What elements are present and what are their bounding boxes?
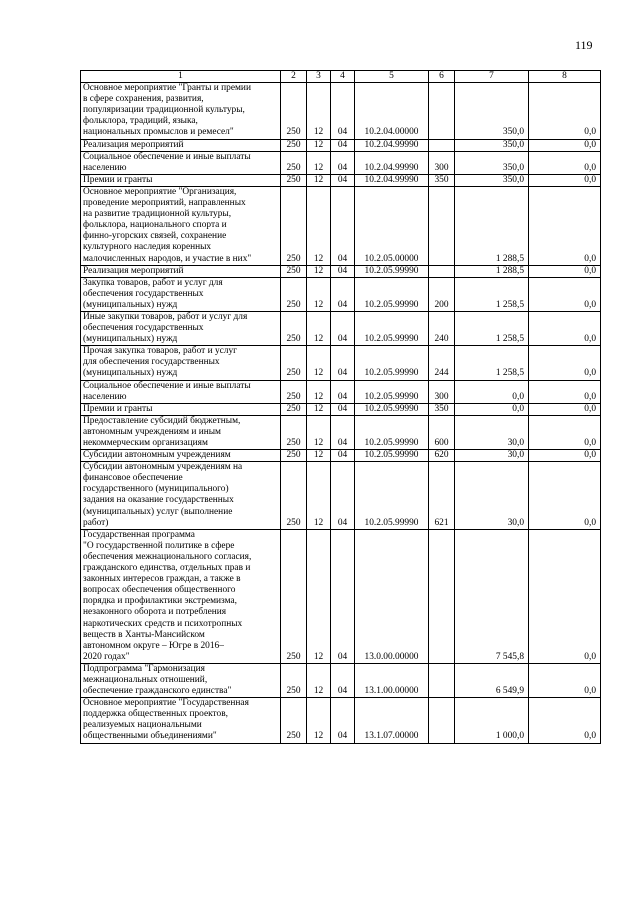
row-amount: 350,0 (455, 83, 529, 139)
row-amount: 350,0 (455, 151, 529, 174)
col-header-3: 3 (307, 71, 331, 83)
row-expense-type (429, 139, 455, 151)
row-code-2: 250 (281, 151, 307, 174)
row-code-2: 250 (281, 450, 307, 462)
row-amount: 0,0 (455, 380, 529, 403)
row-code-2: 250 (281, 139, 307, 151)
page-number: 119 (575, 38, 593, 52)
row-description: Основное мероприятие "Государственная поддержка общественных проектов, реализуемых национальными общественными объединениями" (81, 698, 281, 743)
row-code-4: 04 (331, 265, 355, 277)
row-code-3: 12 (307, 380, 331, 403)
table-row (81, 139, 601, 151)
table-row (81, 186, 601, 265)
row-expense-type: 350 (429, 174, 455, 186)
row-code-2: 250 (281, 415, 307, 449)
col-header-7: 7 (455, 71, 529, 83)
row-code-2: 250 (281, 186, 307, 265)
row-code-3: 12 (307, 529, 331, 663)
row-code-2: 250 (281, 529, 307, 663)
row-description: Закупка товаров, работ и услуг для обеспечения государственных (муниципальных) нужд (81, 277, 281, 311)
row-code-3: 12 (307, 186, 331, 265)
row-amount: 1 258,5 (455, 311, 529, 345)
row-code-4: 04 (331, 529, 355, 663)
row-code-4: 04 (331, 403, 355, 415)
row-code-4: 04 (331, 663, 355, 697)
row-description: Основное мероприятие "Организация, проведение мероприятий, направленных на развитие традиционной культуры, фольклора, национального спорта и финно-угорских связей, сохранение культурного наследия коренных малочисленных народов, и участие в них" (81, 186, 281, 265)
row-code-2: 250 (281, 346, 307, 380)
table-row (81, 529, 601, 663)
row-amount-2: 0,0 (529, 277, 601, 311)
row-code-4: 04 (331, 450, 355, 462)
row-code-4: 04 (331, 346, 355, 380)
row-description: Прочая закупка товаров, работ и услуг для обеспечения государственных (муниципальных) нужд (81, 346, 281, 380)
row-amount-2: 0,0 (529, 450, 601, 462)
row-target-code: 10.2.04.99990 (355, 174, 429, 186)
row-expense-type: 240 (429, 311, 455, 345)
col-header-5: 5 (355, 71, 429, 83)
table-row (81, 698, 601, 743)
row-expense-type (429, 698, 455, 743)
row-amount: 0,0 (455, 403, 529, 415)
row-code-3: 12 (307, 174, 331, 186)
row-amount-2: 0,0 (529, 415, 601, 449)
row-expense-type (429, 186, 455, 265)
row-amount-2: 0,0 (529, 346, 601, 380)
row-expense-type (429, 83, 455, 139)
row-target-code: 13.1.00.00000 (355, 663, 429, 697)
row-amount-2: 0,0 (529, 462, 601, 530)
row-expense-type (429, 265, 455, 277)
row-code-3: 12 (307, 415, 331, 449)
row-description: Основное мероприятие "Гранты и премии в сфере сохранения, развития, популяризации традиционной культуры, фольклора, традиций, языка, национальных промыслов и ремесел" (81, 83, 281, 139)
row-code-2: 250 (281, 698, 307, 743)
table-row (81, 380, 601, 403)
row-description: Субсидии автономным учреждениям (81, 450, 281, 462)
table-header-row (81, 71, 601, 83)
row-amount-2: 0,0 (529, 151, 601, 174)
table-row (81, 265, 601, 277)
row-target-code: 10.2.05.99990 (355, 311, 429, 345)
row-target-code: 10.2.04.99990 (355, 139, 429, 151)
row-code-4: 04 (331, 698, 355, 743)
row-target-code: 10.2.04.99990 (355, 151, 429, 174)
row-code-2: 250 (281, 462, 307, 530)
row-description: Премии и гранты (81, 403, 281, 415)
row-expense-type: 620 (429, 450, 455, 462)
row-expense-type: 200 (429, 277, 455, 311)
col-header-8: 8 (529, 71, 601, 83)
row-description: Реализация мероприятий (81, 139, 281, 151)
row-code-2: 250 (281, 380, 307, 403)
row-target-code: 10.2.05.99990 (355, 346, 429, 380)
row-code-2: 250 (281, 663, 307, 697)
row-code-4: 04 (331, 380, 355, 403)
row-amount-2: 0,0 (529, 186, 601, 265)
row-code-4: 04 (331, 311, 355, 345)
row-description: Субсидии автономным учреждениям на финансовое обеспечение государственного (муниципального) задания на оказание государственных (муниципальных) услуг (выполнение работ) (81, 462, 281, 530)
row-amount-2: 0,0 (529, 698, 601, 743)
row-code-3: 12 (307, 151, 331, 174)
row-amount: 30,0 (455, 450, 529, 462)
row-target-code: 10.2.05.99990 (355, 380, 429, 403)
row-target-code: 10.2.05.99990 (355, 265, 429, 277)
row-description: Социальное обеспечение и иные выплаты населению (81, 151, 281, 174)
table-row (81, 346, 601, 380)
row-code-3: 12 (307, 450, 331, 462)
row-code-3: 12 (307, 346, 331, 380)
row-amount: 30,0 (455, 462, 529, 530)
row-expense-type: 600 (429, 415, 455, 449)
row-amount: 1 288,5 (455, 265, 529, 277)
row-code-3: 12 (307, 83, 331, 139)
row-code-3: 12 (307, 663, 331, 697)
row-expense-type: 350 (429, 403, 455, 415)
row-code-3: 12 (307, 265, 331, 277)
row-amount: 1 000,0 (455, 698, 529, 743)
row-expense-type: 621 (429, 462, 455, 530)
row-amount: 7 545,8 (455, 529, 529, 663)
row-amount: 6 549,9 (455, 663, 529, 697)
table-row (81, 415, 601, 449)
row-code-3: 12 (307, 698, 331, 743)
row-description: Подпрограмма "Гармонизация межнациональных отношений, обеспечение гражданского единства" (81, 663, 281, 697)
row-code-3: 12 (307, 277, 331, 311)
row-amount-2: 0,0 (529, 265, 601, 277)
table-row (81, 462, 601, 530)
row-code-2: 250 (281, 311, 307, 345)
table-row (81, 83, 601, 139)
row-amount: 1 258,5 (455, 346, 529, 380)
row-amount-2: 0,0 (529, 174, 601, 186)
row-code-4: 04 (331, 139, 355, 151)
budget-table (80, 70, 601, 744)
row-code-4: 04 (331, 277, 355, 311)
row-code-3: 12 (307, 139, 331, 151)
row-target-code: 10.2.05.99990 (355, 403, 429, 415)
row-amount-2: 0,0 (529, 83, 601, 139)
row-amount-2: 0,0 (529, 139, 601, 151)
row-description: Иные закупки товаров, работ и услуг для обеспечения государственных (муниципальных) нужд (81, 311, 281, 345)
table-row (81, 311, 601, 345)
row-code-2: 250 (281, 265, 307, 277)
row-target-code: 10.2.04.00000 (355, 83, 429, 139)
row-code-2: 250 (281, 403, 307, 415)
row-amount: 350,0 (455, 174, 529, 186)
row-code-3: 12 (307, 462, 331, 530)
row-expense-type: 244 (429, 346, 455, 380)
row-amount-2: 0,0 (529, 380, 601, 403)
col-header-6: 6 (429, 71, 455, 83)
row-code-4: 04 (331, 83, 355, 139)
row-description: Социальное обеспечение и иные выплаты населению (81, 380, 281, 403)
row-code-4: 04 (331, 174, 355, 186)
row-description: Государственная программа "О государственной политике в сфере обеспечения межнационального согласия, гражданского единства, отдельных прав и законных интересов граждан, а также в вопросах обеспечения общественного порядка и профилактики экстремизма, незаконного оборота и потребления наркотических средств и психотропных веществ в Ханты-Мансийском автономном округе – Югре в 2016– 2020 годах" (81, 529, 281, 663)
row-target-code: 10.2.05.99990 (355, 277, 429, 311)
row-amount-2: 0,0 (529, 663, 601, 697)
table-row (81, 403, 601, 415)
row-description: Премии и гранты (81, 174, 281, 186)
table-row (81, 151, 601, 174)
row-amount: 350,0 (455, 139, 529, 151)
table-row (81, 174, 601, 186)
row-target-code: 10.2.05.00000 (355, 186, 429, 265)
row-target-code: 10.2.05.99990 (355, 462, 429, 530)
table-row (81, 277, 601, 311)
row-code-4: 04 (331, 415, 355, 449)
row-amount-2: 0,0 (529, 529, 601, 663)
row-target-code: 10.2.05.99990 (355, 450, 429, 462)
row-amount-2: 0,0 (529, 403, 601, 415)
row-amount: 1 258,5 (455, 277, 529, 311)
col-header-1: 1 (81, 71, 281, 83)
row-expense-type (429, 529, 455, 663)
col-header-4: 4 (331, 71, 355, 83)
row-target-code: 10.2.05.99990 (355, 415, 429, 449)
row-code-3: 12 (307, 403, 331, 415)
row-code-2: 250 (281, 174, 307, 186)
row-target-code: 13.0.00.00000 (355, 529, 429, 663)
row-code-2: 250 (281, 277, 307, 311)
row-expense-type: 300 (429, 380, 455, 403)
row-expense-type: 300 (429, 151, 455, 174)
row-code-4: 04 (331, 151, 355, 174)
row-amount: 30,0 (455, 415, 529, 449)
row-description: Реализация мероприятий (81, 265, 281, 277)
table-row (81, 663, 601, 697)
row-amount: 1 288,5 (455, 186, 529, 265)
row-code-4: 04 (331, 462, 355, 530)
row-code-3: 12 (307, 311, 331, 345)
row-expense-type (429, 663, 455, 697)
table-row (81, 450, 601, 462)
row-code-2: 250 (281, 83, 307, 139)
col-header-2: 2 (281, 71, 307, 83)
row-amount-2: 0,0 (529, 311, 601, 345)
row-code-4: 04 (331, 186, 355, 265)
row-target-code: 13.1.07.00000 (355, 698, 429, 743)
row-description: Предоставление субсидий бюджетным, автономным учреждениям и иным некоммерческим организациям (81, 415, 281, 449)
